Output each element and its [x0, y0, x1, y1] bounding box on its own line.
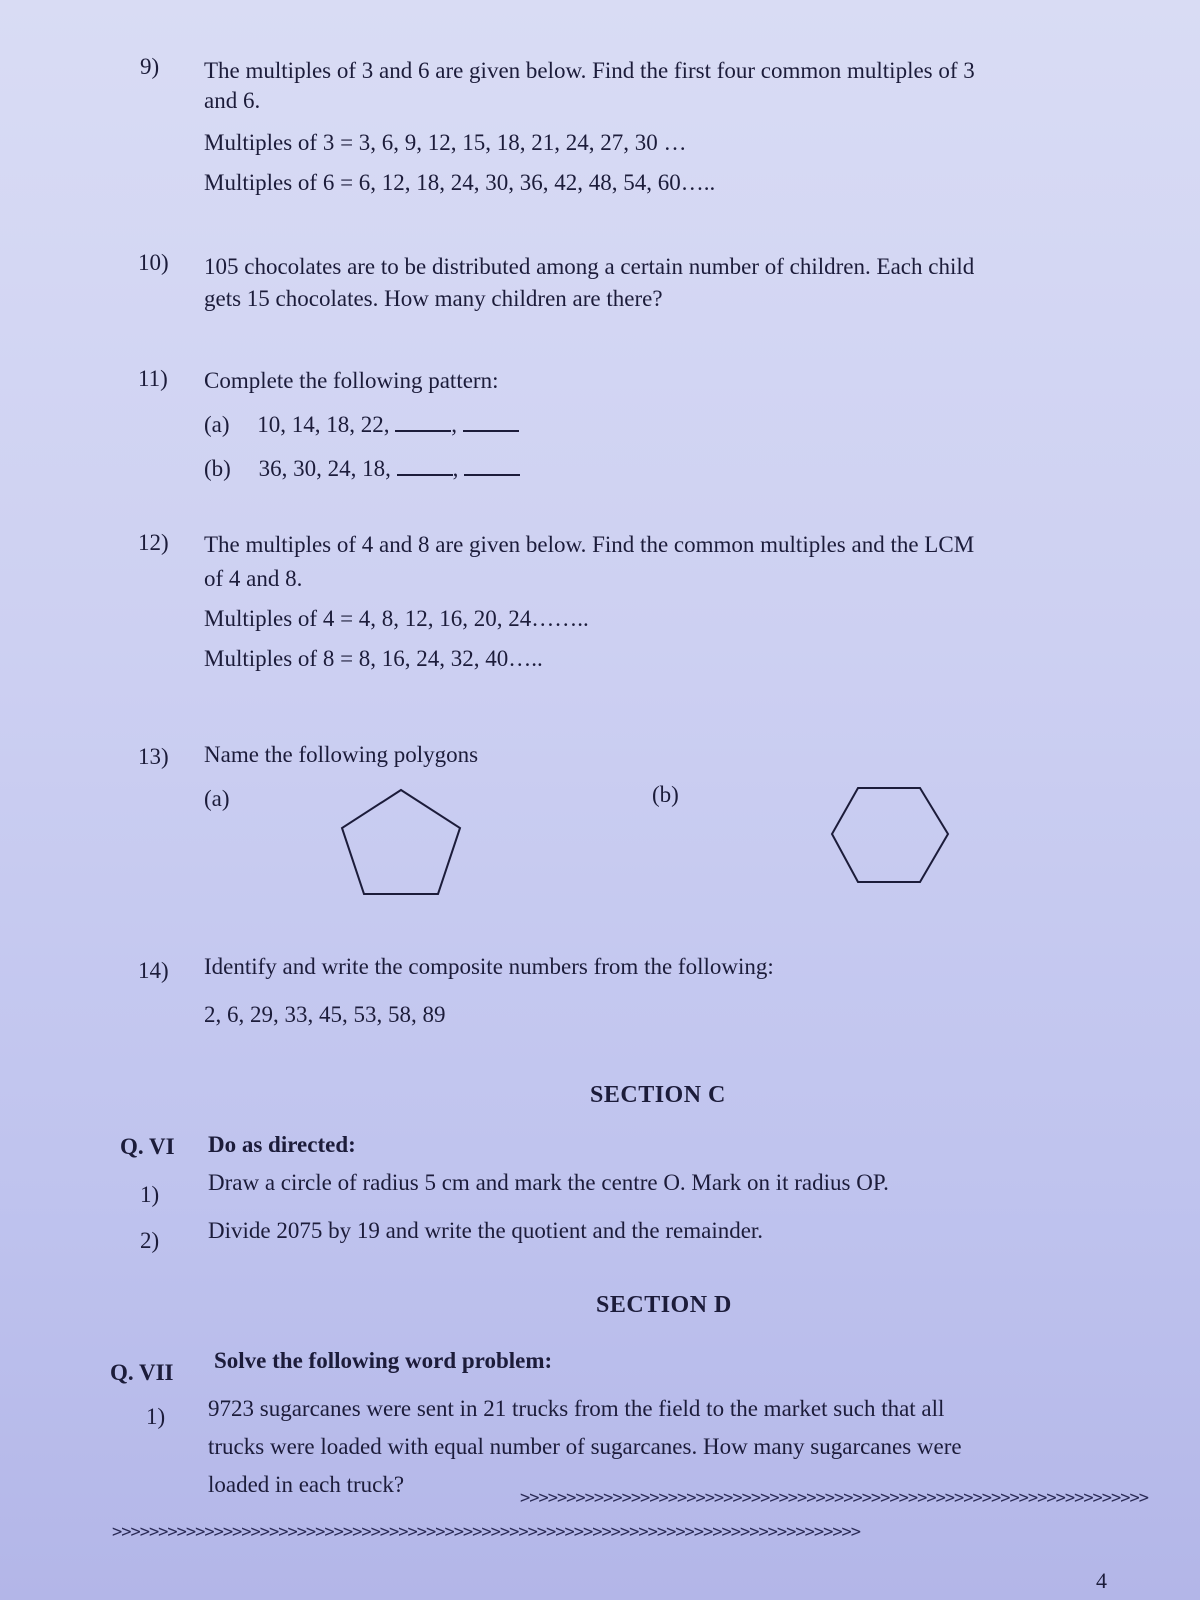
question-text: Complete the following pattern:	[204, 368, 499, 393]
item-text: Draw a circle of radius 5 cm and mark the centre O. Mark on it radius OP.	[208, 1170, 889, 1195]
item-number: 1)	[140, 1182, 160, 1207]
instruction-text: Solve the following word problem:	[214, 1348, 553, 1373]
answer-blank[interactable]	[397, 456, 453, 476]
pattern-a	[204, 410, 519, 440]
polygon-label-b: (b)	[652, 782, 679, 807]
question-text: of 4 and 8.	[204, 566, 303, 591]
item-number: 1)	[146, 1404, 166, 1429]
question-number: 14)	[138, 958, 169, 983]
question-number: 12)	[138, 530, 169, 555]
multiples-list: Multiples of 6 = 6, 12, 18, 24, 30, 36, 42, 48, 54, 60…..	[204, 170, 716, 195]
question-label: Q. VI	[120, 1134, 175, 1159]
pattern-b	[204, 454, 520, 484]
pattern-comma: ,	[452, 456, 459, 481]
page-number: 4	[1096, 1568, 1107, 1593]
question-number: 9)	[140, 54, 160, 79]
pattern-label: (a)	[204, 412, 230, 437]
question-text: Name the following polygons	[204, 742, 479, 767]
question-text: and 6.	[204, 88, 261, 113]
problem-text: 9723 sugarcanes were sent in 21 trucks from the field to the market such that all	[208, 1396, 945, 1421]
problem-text: loaded in each truck?	[208, 1472, 405, 1497]
hexagon-figure	[830, 786, 950, 886]
question-text: The multiples of 3 and 6 are given below. Find the first four common multiples of 3	[204, 58, 975, 83]
answer-blank[interactable]	[463, 412, 519, 432]
item-number: 2)	[140, 1228, 160, 1253]
multiples-list: Multiples of 3 = 3, 6, 9, 12, 15, 18, 21, 24, 27, 30 …	[204, 130, 687, 155]
question-text: The multiples of 4 and 8 are given below. Find the common multiples and the LCM	[204, 532, 975, 557]
pattern-sequence: 10, 14, 18, 22,	[257, 412, 390, 437]
question-number: 11)	[138, 366, 168, 391]
question-label: Q. VII	[110, 1360, 174, 1385]
pentagon-figure	[340, 786, 464, 898]
instruction-text: Do as directed:	[208, 1132, 356, 1157]
pattern-comma: ,	[451, 412, 458, 437]
pattern-label: (b)	[204, 456, 231, 481]
item-text: Divide 2075 by 19 and write the quotient and the remainder.	[208, 1218, 764, 1243]
arrow-border-upper: >>>>>>>>>>>>>>>>>>>>>>>>>>>>>>>>>>>>>>>>>>>>>>>>>>>>>>>>>>>>>>>>>>>>	[520, 1488, 1148, 1508]
polygon-label-a: (a)	[204, 786, 230, 811]
multiples-list: Multiples of 8 = 8, 16, 24, 32, 40…..	[204, 646, 543, 671]
arrow-border-lower: >>>>>>>>>>>>>>>>>>>>>>>>>>>>>>>>>>>>>>>>>>>>>>>>>>>>>>>>>>>>>>>>>>>>>>>>>>>>>>>>>	[112, 1522, 861, 1542]
answer-blank[interactable]	[464, 456, 520, 476]
multiples-list: Multiples of 4 = 4, 8, 12, 16, 20, 24……..	[204, 606, 589, 631]
question-number: 13)	[138, 744, 169, 769]
question-text: 105 chocolates are to be distributed among a certain number of children. Each child	[204, 254, 975, 279]
section-heading: SECTION D	[596, 1292, 732, 1318]
question-text: gets 15 chocolates. How many children are there?	[204, 286, 663, 311]
answer-blank[interactable]	[395, 412, 451, 432]
section-heading: SECTION C	[590, 1082, 726, 1108]
question-text: Identify and write the composite numbers from the following:	[204, 954, 774, 979]
number-list: 2, 6, 29, 33, 45, 53, 58, 89	[204, 1002, 446, 1027]
pattern-sequence: 36, 30, 24, 18,	[258, 456, 391, 481]
question-number: 10)	[138, 250, 169, 275]
problem-text: trucks were loaded with equal number of sugarcanes. How many sugarcanes were	[208, 1434, 962, 1459]
